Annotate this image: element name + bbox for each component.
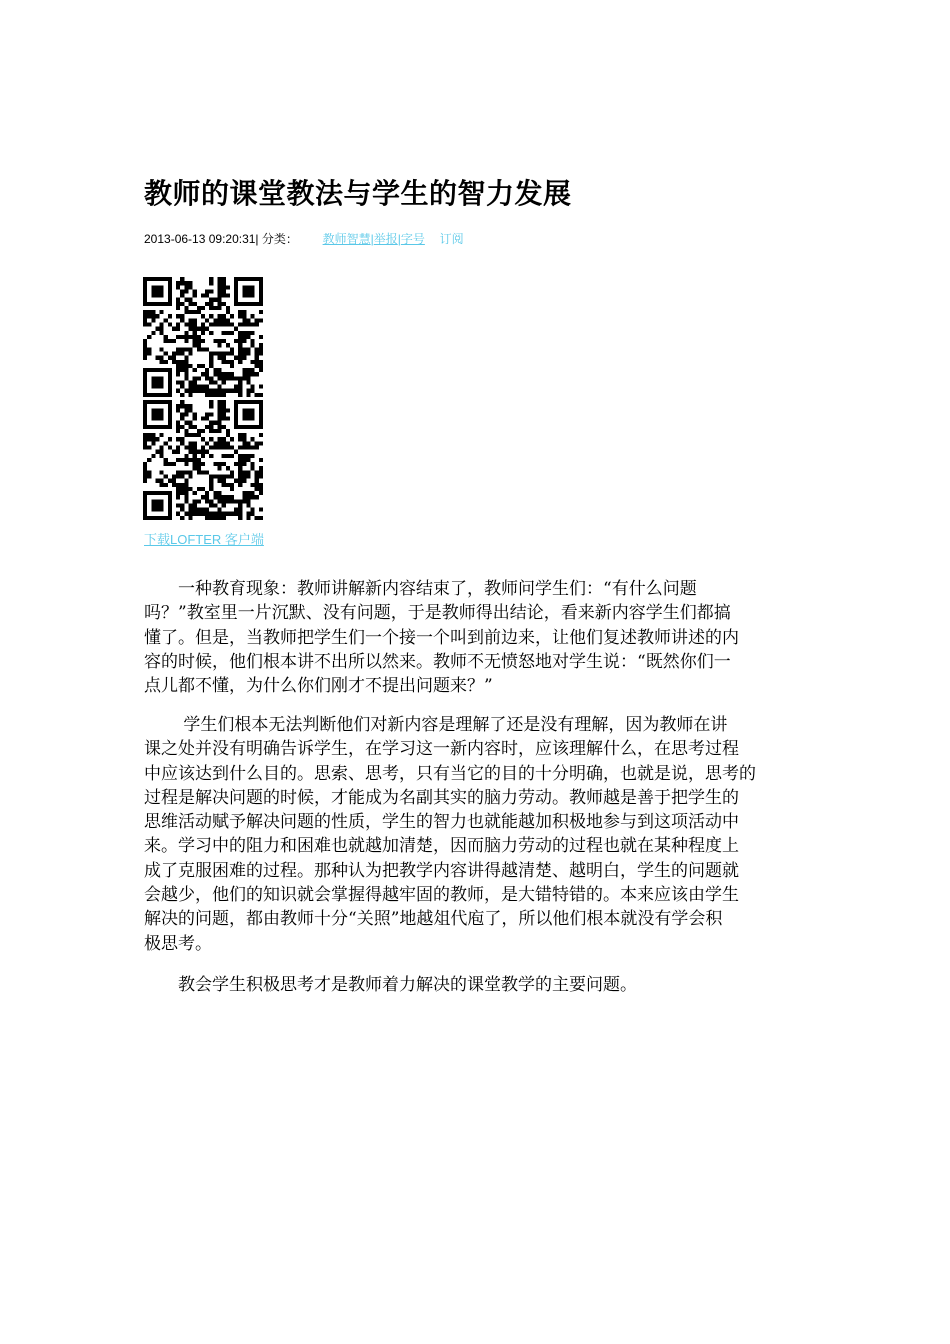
paragraph-line: 中应该达到什么目的。思索、思考，只有当它的目的十分明确，也就是说，思考的 xyxy=(144,763,756,784)
meta-separator: | xyxy=(370,232,374,246)
report-link[interactable]: 举报 xyxy=(373,232,398,246)
font-size-link[interactable]: 字号 xyxy=(400,232,425,246)
paragraph-line: 教会学生积极思考才是教师着力解决的课堂教学的主要问题。 xyxy=(144,975,637,995)
paragraph-line: 课之处并没有明确告诉学生，在学习这一新内容时，应该理解什么，在思考过程 xyxy=(144,739,739,760)
post-date: 2013-06-13 09:20:31| xyxy=(144,232,259,246)
article-title: 教师的课堂教法与学生的智力发展 xyxy=(144,177,572,210)
paragraph-line: 吗？”教室里一片沉默、没有问题，于是教师得出结论，看来新内容学生们都搞 xyxy=(144,603,731,624)
paragraph-line: 成了克服困难的过程。那种认为把教学内容讲得越清楚、越明白，学生的问题就 xyxy=(144,860,739,881)
qr-code-icon xyxy=(143,277,263,397)
body-paragraph xyxy=(144,973,808,997)
paragraph-line: 来。学习中的阻力和困难也就越加清楚，因而脑力劳动的过程也就在某种程度上 xyxy=(144,836,739,857)
paragraph-line: 学生们根本无法判断他们对新内容是理解了还是没有理解，因为教师在讲 xyxy=(144,715,728,735)
paragraph-line: 过程是解决问题的时候，才能成为名副其实的脑力劳动。教师越是善于把学生的 xyxy=(144,787,739,808)
paragraph-line: 解决的问题，都由教师十分“关照”地越俎代庖了，所以他们根本就没有学会积 xyxy=(144,909,723,930)
paragraph-line: 极思考。 xyxy=(144,933,212,954)
paragraph-line: 点儿都不懂，为什么你们刚才不提出问题来？” xyxy=(144,676,493,697)
paragraph-line: 懂了。但是，当教师把学生们一个接一个叫到前边来，让他们复述教师讲述的内 xyxy=(144,627,739,648)
paragraph-line: 一种教育现象：教师讲解新内容结束了，教师问学生们：“有什么问题 xyxy=(144,579,697,599)
paragraph-line: 会越少，他们的知识就会掌握得越牢固的教师，是大错特错的。本来应该由学生 xyxy=(144,885,739,906)
category-link[interactable]: 教师智慧 xyxy=(322,232,371,246)
paragraph-line: 容的时候，他们根本讲不出所以然来。教师不无愤怒地对学生说：“既然你们一 xyxy=(144,651,731,672)
article-meta xyxy=(144,230,464,247)
download-lofter-link[interactable]: 下载LOFTER 客户端 xyxy=(144,532,264,547)
subscribe-link[interactable]: 订阅 xyxy=(439,232,464,246)
body-paragraph xyxy=(144,577,808,698)
category-label: 分类： xyxy=(261,232,298,246)
meta-separator: | xyxy=(397,232,401,246)
body-paragraph xyxy=(144,713,808,956)
paragraph-line: 思维活动赋予解决问题的性质，学生的智力也就能越加积极地参与到这项活动中 xyxy=(144,812,739,833)
qr-code-icon xyxy=(143,400,263,520)
